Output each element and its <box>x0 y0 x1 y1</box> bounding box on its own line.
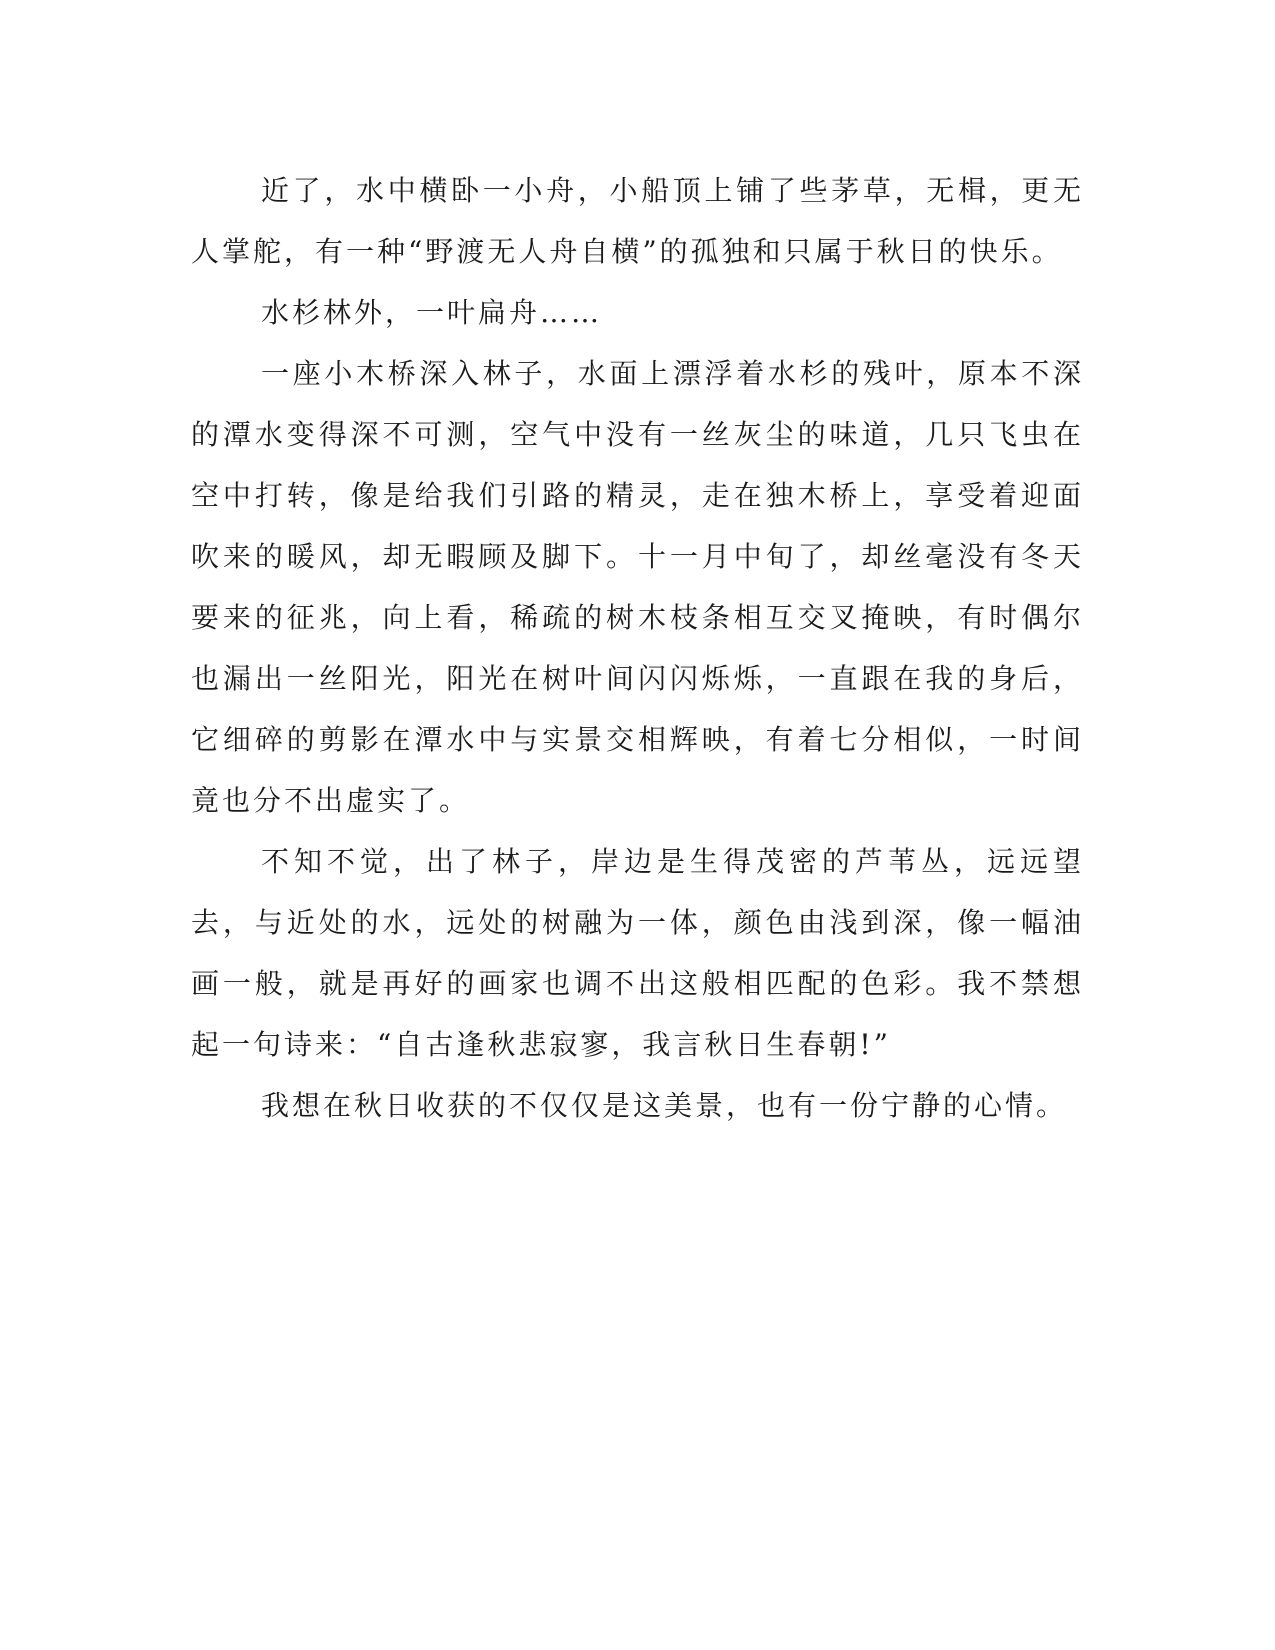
paragraph-bridge: 一座小木桥深入林子，水面上漂浮着水杉的残叶，原本不深的潭水变得深不可测，空气中没有一丝灰尘的味道，几只飞虫在空中打转，像是给我们引路的精灵，走在独木桥上，享受着迎面吹来的暖风，却无暇顾及脚下。十一月中旬了，却丝毫没有冬天要来的征兆，向上看，稀疏的树木枝条相互交叉掩映，有时偶尔也漏出一丝阳光，阳光在树叶间闪闪烁烁，一直跟在我的身后，它细碎的剪影在潭水中与实景交相辉映，有着七分相似，一时间竟也分不出虚实了。 <box>191 357 1084 817</box>
document-body <box>191 160 1084 1136</box>
paragraph-reeds: 不知不觉，出了林子，岸边是生得茂密的芦苇丛，远远望去，与近处的水，远处的树融为一体，颜色由浅到深，像一幅油画一般，就是再好的画家也调不出这般相匹配的色彩。我不禁想起一句诗来：“自古逢秋悲寂寥，我言秋日生春朝!” <box>191 845 1084 1061</box>
paragraph-conclusion: 我想在秋日收获的不仅仅是这美景，也有一份宁静的心情。 <box>261 1089 1068 1122</box>
paragraph-boat: 近了，水中横卧一小舟，小船顶上铺了些茅草，无楫，更无人掌舵，有一种“野渡无人舟自横”的孤独和只属于秋日的快乐。 <box>191 174 1084 268</box>
paragraph-dawn-redwood: 水杉林外，一叶扁舟…… <box>261 296 603 329</box>
